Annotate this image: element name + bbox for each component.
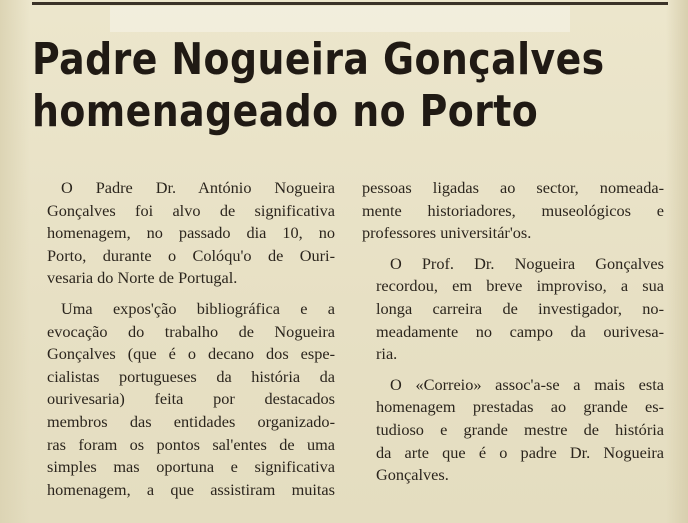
text-line: homenagem, no passado dia 10, no: [47, 223, 335, 243]
text-line: simples mas oportuna e significativa: [47, 457, 335, 477]
headline-line-2: homenageado no Porto: [32, 86, 539, 137]
paragraph-4: [362, 253, 664, 366]
text-line: tudioso e grande mestre de história: [376, 419, 664, 439]
text-line: ria.: [376, 344, 398, 364]
text-line: Porto, durante o Colóqu'o de Ouri-: [47, 245, 335, 265]
text-line: longa carreira de investigador, no-: [376, 298, 664, 318]
page-edge-shadow-left: [0, 0, 30, 523]
text-line: da arte que é o padre Dr. Nogueira: [376, 442, 664, 462]
text-line: Gonçalves (que é o decano dos espe-: [47, 344, 335, 364]
text-line: recordou, em breve improviso, a sua: [376, 276, 664, 296]
text-line: meadamente no campo da ourivesa-: [376, 321, 664, 341]
paragraph-5: [362, 374, 664, 487]
paragraph-3: [362, 177, 664, 245]
page-edge-shadow-right: [666, 0, 688, 523]
top-rule: [32, 2, 668, 5]
paragraph-2: [33, 298, 335, 501]
text-line: cialistas portugueses da história da: [47, 366, 335, 386]
text-line: Uma expos'ção bibliográfica e a: [61, 298, 335, 318]
article-headline: [32, 34, 605, 138]
text-line: professores universitár'os.: [362, 223, 532, 243]
text-line: O «Correio» assoc'a-se a mais esta: [390, 374, 664, 394]
text-line: ras foram os pontos sal'entes de uma: [47, 434, 335, 454]
text-line: mente historiadores, museológicos e: [362, 200, 664, 220]
text-line: membros das entidades organizado-: [47, 411, 335, 431]
text-line: homenagem, a que assistiram muitas: [47, 479, 335, 499]
text-line: vesaria do Norte de Portugal.: [47, 268, 238, 288]
text-line: ourivesaria) feita por destacados: [47, 389, 335, 409]
text-line: pessoas ligadas ao sector, nomeada-: [362, 178, 664, 197]
text-line: evocação do trabalho de Nogueira: [47, 321, 335, 341]
paragraph-1: [33, 177, 335, 290]
article-column-left: [33, 177, 335, 509]
headline-line-1: Padre Nogueira Gonçalves: [32, 34, 605, 85]
text-line: homenagem prestadas ao grande es-: [376, 397, 664, 417]
text-line: O Prof. Dr. Nogueira Gonçalves: [390, 253, 664, 273]
text-line: Gonçalves.: [376, 465, 449, 485]
text-line: O Padre Dr. António Nogueira: [61, 178, 335, 197]
text-line: Gonçalves foi alvo de significativa: [47, 200, 335, 220]
article-column-right: [362, 177, 664, 495]
faded-strip: [110, 6, 570, 32]
